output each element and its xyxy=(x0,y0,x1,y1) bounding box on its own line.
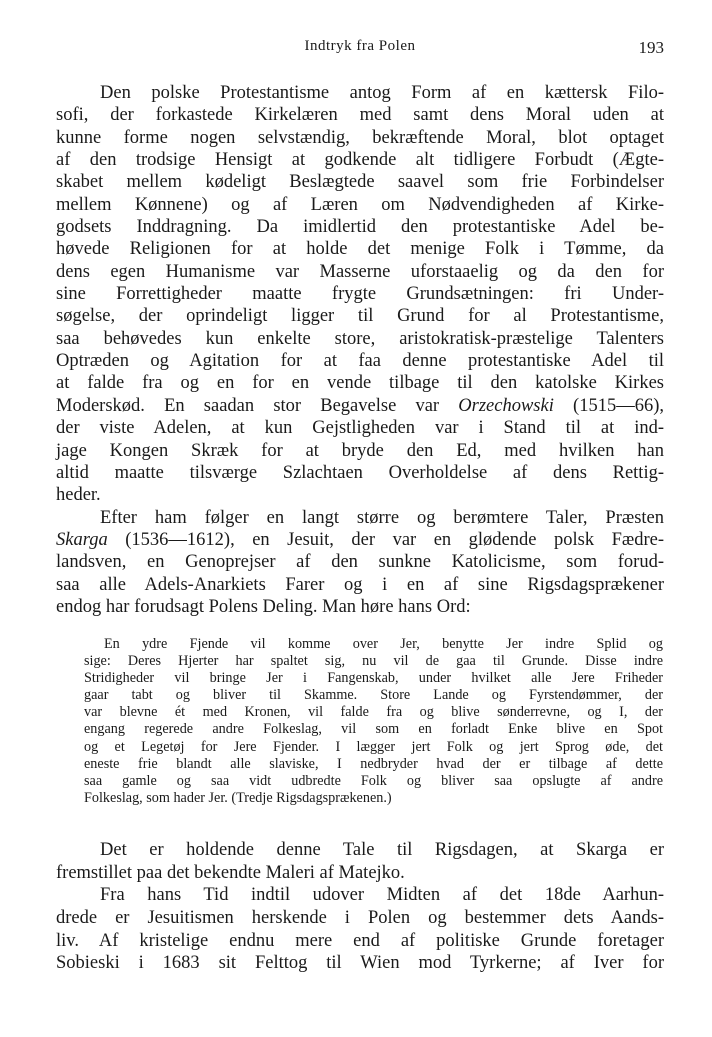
paragraph-line: kunne forme nogen selvstændig, bekræftende Moral, blot optaget xyxy=(56,127,664,148)
paragraph-line: heder. xyxy=(56,485,101,506)
paragraph-line: Den polske Protestantisme antog Form af en kættersk Filo- xyxy=(100,83,664,103)
paragraph-line: Optræden og Agitation for at faa denne protestantiske Adel til xyxy=(56,351,664,372)
paragraph-line: dens egen Humanisme var Masserne uforstaaelig og da den for xyxy=(56,261,664,282)
paragraph-line: godsets Inddragning. Da imidlertid den protestantiske Adel be- xyxy=(56,217,664,238)
quote-line: og et Legetøj for Jere Fjender. I lægger jert Folk og jert Sprog øde, det xyxy=(84,738,663,755)
quote-line: saa gamle og saa vidt udbredte Folk og bliver saa opslugte af andre xyxy=(84,772,663,789)
paragraph-line xyxy=(56,395,664,417)
paragraph-line: af den trodsige Hensigt at godkende alt tidligere Forbudt (Ægte- xyxy=(56,150,664,171)
paragraph-line: Sobieski i 1683 sit Felttog til Wien mod Tyrkerne; af Iver for xyxy=(56,953,664,974)
main-text-continued xyxy=(56,839,664,975)
paragraph-line: Det er holdende denne Tale til Rigsdagen, at Skarga er xyxy=(100,840,664,860)
quote-line: engang regerede andre Folkeslag, vil som en forladt Enke blive en Spot xyxy=(84,721,663,738)
paragraph-line: Efter ham følger en langt større og berømtere Taler, Præsten xyxy=(100,507,664,528)
paragraph-line: Fra hans Tid indtil udover Midten af det 18de Aarhun- xyxy=(100,885,664,906)
paragraph-line: saa behøvedes kun enkelte store, aristokratisk-præstelige Talenters xyxy=(56,328,664,349)
quote-line: Stridigheder vil bringe Jer i Fangenskab, under hvilket alle Jere Friheder xyxy=(84,670,663,687)
running-title: Indtryk fra Polen xyxy=(304,38,416,54)
paragraph-line: saa alle Adels-Anarkiets Farer og i en af sine Rigsdagsprækener xyxy=(56,574,664,595)
paragraph-line: landsven, en Genoprejser af den sunkne Katolicisme, som forud- xyxy=(56,552,664,573)
paragraph-line: sofi, der forkastede Kirkelæren med samt dens Moral uden at xyxy=(56,105,664,126)
block-quote xyxy=(84,636,663,807)
paragraph-line: drede er Jesuitismen herskende i Polen og bestemmer dets Aands- xyxy=(56,908,664,929)
quote-line: gaar tabt og bliver til Skamme. Store Lande og Fyrstendømmer, der xyxy=(84,687,663,704)
line-text: (1536—1612), en Jesuit, der var en glødende polsk Fædre- xyxy=(107,529,664,550)
paragraph-line: mellem Kønnene) og af Læren om Nødvendigheden af Kirke- xyxy=(56,194,664,215)
quote-line: Folkeslag, som hader Jer. (Tredje Rigsdagsprækenen.) xyxy=(84,789,392,806)
paragraph-line: søgelse, der oprindeligt ligger til Grund for al Protestantisme, xyxy=(56,306,664,327)
paragraph-line: jage Kongen Skræk for at bryde den Ed, med hvilken han xyxy=(56,440,664,461)
paragraph-line xyxy=(56,529,664,551)
paragraph-line: liv. Af kristelige endnu mere end af politiske Grunde foretager xyxy=(56,930,664,951)
line-text: (1515—66), xyxy=(553,395,664,416)
paragraph-line: endog har forudsagt Polens Deling. Man høre hans Ord: xyxy=(56,596,471,617)
italic-name: Orzechowski xyxy=(458,395,554,416)
paragraph-line: der viste Adelen, at kun Gejstligheden var i Stand til at ind- xyxy=(56,418,664,439)
quote-line: eneste frie blandt alle slaviske, I nedbryder hvad der er tilbage af dette xyxy=(84,755,663,772)
paragraph-line: fremstillet paa det bekendte Maleri af Matejko. xyxy=(56,862,405,883)
paragraph-line: høvede Religionen for at holde det menige Folk i Tømme, da xyxy=(56,239,664,260)
italic-name: Skarga xyxy=(56,529,108,550)
paragraph-line: altid maatte tilsværge Szlachtaen Overholdelse af dens Rettig- xyxy=(56,462,664,483)
paragraph-line: at falde fra og en for en vende tilbage til den katolske Kirkes xyxy=(56,373,664,394)
page-number: 193 xyxy=(638,38,664,57)
page-header xyxy=(56,38,664,62)
main-text xyxy=(56,82,664,618)
quote-line: En ydre Fjende vil komme over Jer, benytte Jer indre Splid og xyxy=(104,636,663,652)
line-text: Moderskød. En saadan stor Begavelse var xyxy=(56,395,459,416)
paragraph-line: sine Forrettigheder maatte frygte Grundsætningen: fri Under- xyxy=(56,284,664,305)
quote-line: sige: Deres Hjerter har spaltet sig, nu vil de gaa til Grunde. Disse indre xyxy=(84,653,663,670)
quote-line: var blevne ét med Kronen, vil falde fra og blive sønderrevne, og I, der xyxy=(84,704,663,721)
paragraph-line: skabet mellem kødeligt Beslægtede saavel som frie Forbindelser xyxy=(56,172,664,193)
